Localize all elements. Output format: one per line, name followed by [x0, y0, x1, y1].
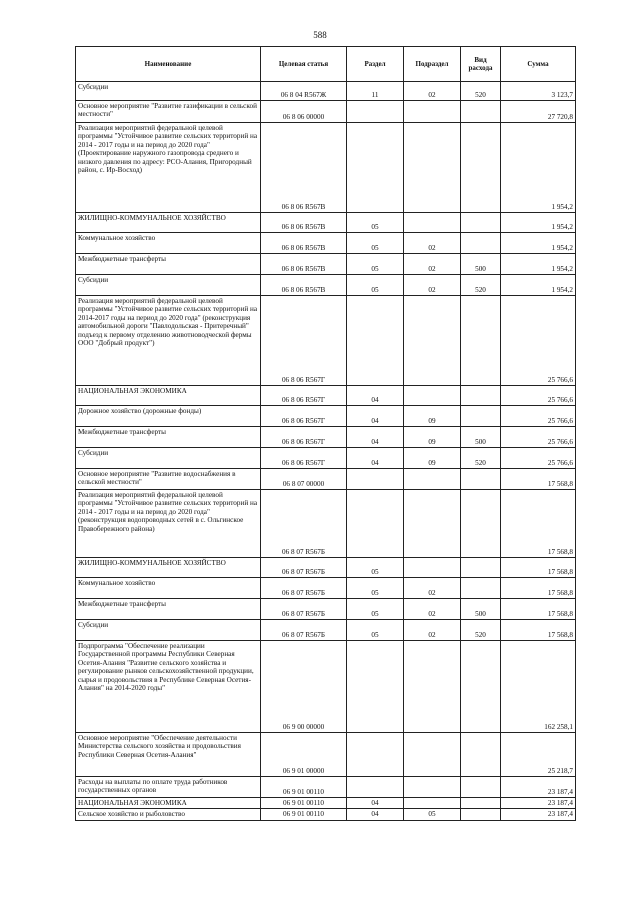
cell-amount: 1 954,2: [501, 254, 576, 275]
cell-amount: 23 187,4: [501, 777, 576, 798]
table-row: [76, 809, 576, 820]
cell-subsection: [404, 213, 461, 233]
cell-subsection: 09: [404, 427, 461, 448]
cell-subsection: [404, 123, 461, 213]
cell-expense-type: 520: [461, 82, 501, 101]
cell-subsection: [404, 490, 461, 558]
cell-section: 04: [347, 448, 404, 469]
table-row: [76, 406, 576, 427]
table-row: [76, 620, 576, 641]
cell-target: 06 8 06 00000: [261, 101, 347, 123]
table-row: [76, 469, 576, 490]
cell-subsection: 02: [404, 599, 461, 620]
cell-subsection: 09: [404, 448, 461, 469]
cell-name: Межбюджетные трансферты: [76, 254, 261, 275]
cell-expense-type: [461, 213, 501, 233]
cell-section: 05: [347, 578, 404, 599]
cell-section: 04: [347, 798, 404, 809]
table-row: [76, 578, 576, 599]
cell-target: 06 9 01 00110: [261, 809, 347, 820]
cell-section: [347, 101, 404, 123]
table-row: [76, 641, 576, 733]
cell-target: 06 8 06 R567Г: [261, 406, 347, 427]
cell-target: 06 8 06 R567В: [261, 275, 347, 296]
cell-target: 06 9 01 00110: [261, 777, 347, 798]
cell-name: Межбюджетные трансферты: [76, 427, 261, 448]
cell-amount: 1 954,2: [501, 123, 576, 213]
cell-subsection: 02: [404, 578, 461, 599]
cell-section: [347, 296, 404, 386]
cell-subsection: [404, 386, 461, 406]
table-row: [76, 254, 576, 275]
cell-expense-type: [461, 777, 501, 798]
cell-amount: 162 258,1: [501, 641, 576, 733]
cell-expense-type: 520: [461, 275, 501, 296]
cell-subsection: [404, 101, 461, 123]
cell-name: Реализация мероприятий федеральной целевой программы "Устойчивое развитие сельских территорий на 2014 - 2017 годы и на период до 2020 года" (реконструкция водопроводных сетей в с. Ольгинское Правобережного района): [76, 490, 261, 558]
cell-target: 06 8 06 R567В: [261, 254, 347, 275]
cell-target: 06 8 06 R567В: [261, 123, 347, 213]
cell-target: 06 8 07 R567Б: [261, 490, 347, 558]
cell-name: ЖИЛИЩНО-КОММУНАЛЬНОЕ ХОЗЯЙСТВО: [76, 558, 261, 578]
cell-target: 06 8 07 R567Б: [261, 578, 347, 599]
cell-expense-type: [461, 386, 501, 406]
cell-subsection: 02: [404, 275, 461, 296]
cell-expense-type: [461, 123, 501, 213]
cell-target: 06 8 06 R567В: [261, 233, 347, 254]
cell-name: Расходы на выплаты по оплате труда работников государственных органов: [76, 777, 261, 798]
table-header: [76, 47, 576, 82]
cell-name: Реализация мероприятий федеральной целевой программы "Устойчивое развитие сельских территорий на 2014 - 2017 годы и на период до 2020 года" (Проектирование наружного газопровода среднего и низкого давления по адресу: РСО-Алания, Пригородный район, с. Ир-Восход): [76, 123, 261, 213]
cell-expense-type: [461, 490, 501, 558]
cell-section: 05: [347, 233, 404, 254]
table-row: [76, 123, 576, 213]
cell-expense-type: [461, 641, 501, 733]
cell-section: 05: [347, 558, 404, 578]
cell-section: 05: [347, 213, 404, 233]
cell-name: Сельское хозяйство и рыболовство: [76, 809, 261, 820]
cell-target: 06 9 01 00000: [261, 733, 347, 777]
cell-amount: 1 954,2: [501, 275, 576, 296]
table-row: [76, 101, 576, 123]
header-target: Целевая статья: [261, 47, 347, 82]
table-row: [76, 427, 576, 448]
cell-section: [347, 733, 404, 777]
cell-expense-type: [461, 233, 501, 254]
budget-table: [75, 46, 576, 821]
cell-section: [347, 123, 404, 213]
cell-expense-type: 500: [461, 427, 501, 448]
table-row: [76, 558, 576, 578]
cell-section: 04: [347, 406, 404, 427]
cell-name: Коммунальное хозяйство: [76, 578, 261, 599]
cell-expense-type: [461, 296, 501, 386]
cell-amount: 17 568,8: [501, 620, 576, 641]
cell-name: Основное мероприятие "Обеспечение деятельности Министерства сельского хозяйства и продовольствия Республики Северная Осетия-Алания": [76, 733, 261, 777]
cell-subsection: 09: [404, 406, 461, 427]
cell-expense-type: 500: [461, 254, 501, 275]
cell-amount: 25 218,7: [501, 733, 576, 777]
cell-expense-type: [461, 558, 501, 578]
cell-subsection: 02: [404, 254, 461, 275]
cell-subsection: [404, 641, 461, 733]
header-name: Наименование: [76, 47, 261, 82]
cell-amount: 25 766,6: [501, 427, 576, 448]
cell-amount: 1 954,2: [501, 213, 576, 233]
table-row: [76, 733, 576, 777]
cell-subsection: [404, 558, 461, 578]
cell-amount: 17 568,8: [501, 599, 576, 620]
cell-expense-type: [461, 406, 501, 427]
cell-amount: 23 187,4: [501, 809, 576, 820]
table-row: [76, 777, 576, 798]
cell-name: Реализация мероприятий федеральной целевой программы "Устойчивое развитие сельских территорий на 2014-2017 годы на период до 2020 года" (реконструкция автомобильной дороги "Павлодольская - Притеречный" подъезд к первому отделению животноводческой фермы ООО "Добрый продукт"): [76, 296, 261, 386]
cell-amount: 23 187,4: [501, 798, 576, 809]
cell-target: 06 8 06 R567Г: [261, 427, 347, 448]
table-row: [76, 599, 576, 620]
cell-name: Основное мероприятие "Развитие водоснабжения в сельской местности": [76, 469, 261, 490]
cell-name: Основное мероприятие "Развитие газификации в сельской местности": [76, 101, 261, 123]
cell-expense-type: [461, 469, 501, 490]
header-subsection: Подраздел: [404, 47, 461, 82]
cell-amount: 27 720,8: [501, 101, 576, 123]
cell-target: 06 8 04 R567Ж: [261, 82, 347, 101]
cell-section: [347, 469, 404, 490]
cell-amount: 1 954,2: [501, 233, 576, 254]
cell-section: 05: [347, 599, 404, 620]
cell-target: 06 8 06 R567Г: [261, 448, 347, 469]
cell-amount: 25 766,6: [501, 406, 576, 427]
cell-target: 06 8 06 R567В: [261, 213, 347, 233]
cell-expense-type: [461, 809, 501, 820]
cell-expense-type: [461, 101, 501, 123]
cell-expense-type: 520: [461, 620, 501, 641]
cell-subsection: [404, 296, 461, 386]
cell-name: НАЦИОНАЛЬНАЯ ЭКОНОМИКА: [76, 798, 261, 809]
cell-section: 05: [347, 254, 404, 275]
table-row: [76, 233, 576, 254]
cell-target: 06 8 06 R567Г: [261, 386, 347, 406]
cell-amount: 17 568,8: [501, 558, 576, 578]
cell-name: НАЦИОНАЛЬНАЯ ЭКОНОМИКА: [76, 386, 261, 406]
table-row: [76, 386, 576, 406]
table-body: [76, 82, 576, 821]
cell-amount: 17 568,8: [501, 578, 576, 599]
table-row: [76, 213, 576, 233]
cell-section: 04: [347, 427, 404, 448]
page-number: 588: [313, 30, 327, 40]
table-row: [76, 448, 576, 469]
cell-expense-type: 500: [461, 599, 501, 620]
header-section: Раздел: [347, 47, 404, 82]
cell-section: 11: [347, 82, 404, 101]
cell-section: 04: [347, 809, 404, 820]
cell-expense-type: [461, 733, 501, 777]
cell-subsection: [404, 777, 461, 798]
cell-section: [347, 777, 404, 798]
cell-expense-type: [461, 578, 501, 599]
cell-expense-type: [461, 798, 501, 809]
cell-amount: 25 766,6: [501, 296, 576, 386]
cell-target: 06 8 07 R567Б: [261, 558, 347, 578]
cell-target: 06 8 06 R567Г: [261, 296, 347, 386]
cell-target: 06 9 00 00000: [261, 641, 347, 733]
cell-section: [347, 490, 404, 558]
cell-name: Субсидии: [76, 620, 261, 641]
table-row: [76, 275, 576, 296]
cell-amount: 25 766,6: [501, 448, 576, 469]
cell-name: Межбюджетные трансферты: [76, 599, 261, 620]
cell-target: 06 8 07 R567Б: [261, 620, 347, 641]
cell-amount: 17 568,8: [501, 469, 576, 490]
cell-target: 06 9 01 00110: [261, 798, 347, 809]
cell-name: Коммунальное хозяйство: [76, 233, 261, 254]
table-row: [76, 798, 576, 809]
table-row: [76, 296, 576, 386]
cell-subsection: 02: [404, 82, 461, 101]
cell-name: Дорожное хозяйство (дорожные фонды): [76, 406, 261, 427]
cell-subsection: [404, 733, 461, 777]
cell-amount: 3 123,7: [501, 82, 576, 101]
header-expense-type: Вид расхода: [461, 47, 501, 82]
cell-subsection: [404, 469, 461, 490]
cell-name: Субсидии: [76, 448, 261, 469]
cell-target: 06 8 07 00000: [261, 469, 347, 490]
cell-name: Субсидии: [76, 275, 261, 296]
cell-target: 06 8 07 R567Б: [261, 599, 347, 620]
cell-section: 05: [347, 620, 404, 641]
table-row: [76, 82, 576, 101]
cell-expense-type: 520: [461, 448, 501, 469]
cell-amount: 17 568,8: [501, 490, 576, 558]
cell-subsection: 05: [404, 809, 461, 820]
cell-section: 05: [347, 275, 404, 296]
cell-section: [347, 641, 404, 733]
cell-subsection: [404, 798, 461, 809]
cell-subsection: 02: [404, 233, 461, 254]
header-amount: Сумма: [501, 47, 576, 82]
cell-amount: 25 766,6: [501, 386, 576, 406]
table-row: [76, 490, 576, 558]
cell-section: 04: [347, 386, 404, 406]
cell-name: ЖИЛИЩНО-КОММУНАЛЬНОЕ ХОЗЯЙСТВО: [76, 213, 261, 233]
cell-subsection: 02: [404, 620, 461, 641]
cell-name: Подпрограмма "Обеспечение реализации Государственной программы Республики Северная Осетия-Алания "Развитие сельского хозяйства и регулирование рынков сельскохозяйственной продукции, сырья и продовольствия в Республике Северная Осетия-Алания" на 2014-2020 годы": [76, 641, 261, 733]
cell-name: Субсидии: [76, 82, 261, 101]
